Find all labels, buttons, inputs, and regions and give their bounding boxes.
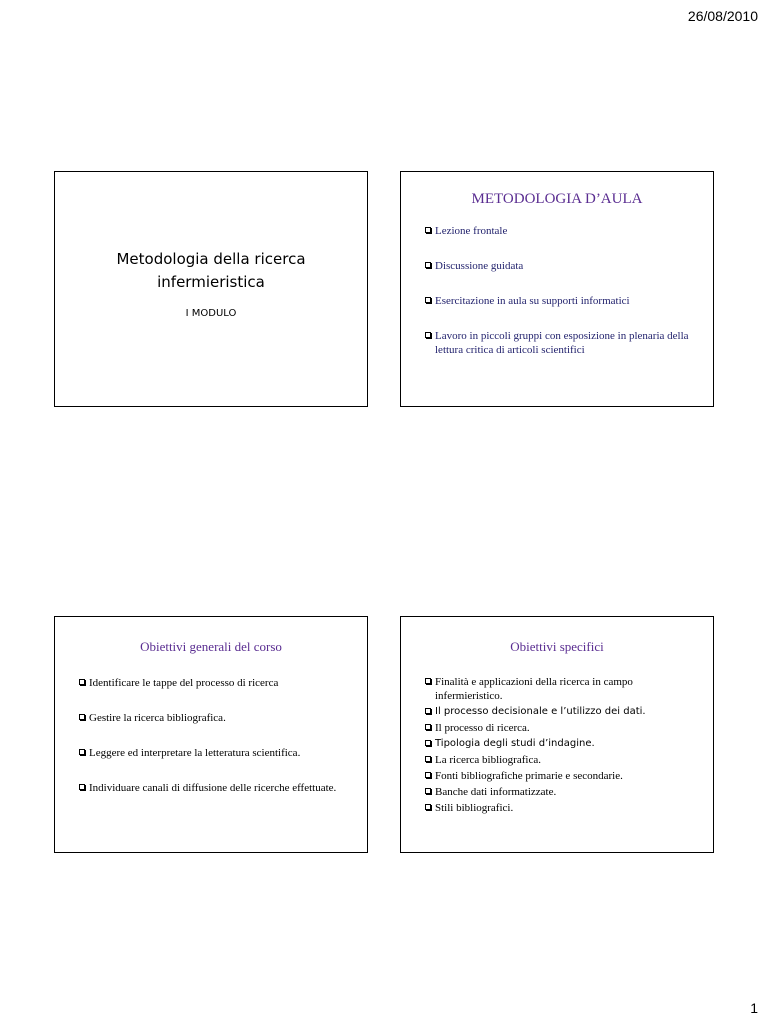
bullet-list: [401, 224, 713, 357]
slide-obiettivi-generali: [54, 616, 368, 853]
checkbox-bullet-icon: [425, 227, 431, 233]
slide-metodologia-aula: [400, 171, 714, 407]
list-item: [425, 675, 695, 703]
slide-heading: Obiettivi specifici: [510, 639, 604, 654]
list-item: [79, 746, 349, 760]
slide-obiettivi-specifici: [400, 616, 714, 853]
checkbox-bullet-icon: [425, 788, 431, 794]
list-item-text: Discussione guidata: [435, 260, 524, 272]
list-item: [79, 711, 349, 725]
list-item-text: Lavoro in piccoli gruppi con esposizione in plenaria della lettura critica di articoli scientifici: [435, 330, 689, 356]
list-item-text: Fonti bibliografiche primarie e secondarie.: [435, 770, 623, 782]
title-line-1: Metodologia della ricerca: [116, 250, 306, 268]
page-number: 1: [750, 1000, 758, 1016]
checkbox-bullet-icon: [425, 740, 431, 746]
list-item: [425, 224, 695, 238]
list-item-text: Lezione frontale: [435, 225, 508, 237]
bullet-list: [55, 676, 367, 795]
bullet-list: [401, 675, 713, 815]
list-item-text: Esercitazione in aula su supporti informatici: [435, 295, 630, 307]
list-item-text: La ricerca bibliografica.: [435, 754, 541, 766]
list-item-text: Identificare le tappe del processo di ricerca: [89, 677, 279, 689]
checkbox-bullet-icon: [425, 772, 431, 778]
slide-title: [54, 171, 368, 407]
list-item-text: Leggere ed interpretare la letteratura scientifica.: [89, 747, 301, 759]
checkbox-bullet-icon: [425, 756, 431, 762]
list-item: [425, 294, 695, 308]
list-item-text: Individuare canali di diffusione delle ricerche effettuate.: [89, 782, 337, 794]
list-item: [79, 781, 349, 795]
checkbox-bullet-icon: [425, 804, 431, 810]
list-item-text: Finalità e applicazioni della ricerca in campo infermieristico.: [435, 676, 633, 702]
checkbox-bullet-icon: [425, 724, 431, 730]
slide-heading: METODOLOGIA D’AULA: [471, 191, 643, 207]
checkbox-bullet-icon: [425, 678, 431, 684]
slide-subtitle: I MODULO: [185, 308, 237, 319]
list-item: [425, 785, 695, 799]
list-item: [425, 259, 695, 273]
checkbox-bullet-icon: [79, 714, 85, 720]
checkbox-bullet-icon: [425, 262, 431, 268]
checkbox-bullet-icon: [79, 679, 85, 685]
checkbox-bullet-icon: [425, 708, 431, 714]
header-date: 26/08/2010: [687, 8, 758, 24]
list-item-text: Il processo decisionale e l’utilizzo dei dati.: [435, 706, 646, 717]
slide-heading: Obiettivi generali del corso: [140, 639, 282, 654]
checkbox-bullet-icon: [79, 749, 85, 755]
list-item: [425, 329, 695, 357]
checkbox-bullet-icon: [79, 784, 85, 790]
list-item-text: Tipologia degli studi d’indagine.: [435, 738, 595, 749]
list-item: [425, 721, 695, 735]
checkbox-bullet-icon: [425, 332, 431, 338]
list-item: [425, 753, 695, 767]
checkbox-bullet-icon: [425, 297, 431, 303]
list-item-text: Gestire la ricerca bibliografica.: [89, 712, 226, 724]
list-item: [425, 769, 695, 783]
list-item-text: Banche dati informatizzate.: [435, 786, 557, 798]
list-item: [79, 676, 349, 690]
slide-title-heading: [55, 248, 367, 294]
list-item: [425, 737, 695, 751]
list-item: [425, 801, 695, 815]
title-line-2: infermieristica: [157, 273, 265, 291]
list-item-text: Stili bibliografici.: [435, 802, 514, 814]
list-item: [425, 705, 695, 719]
list-item-text: Il processo di ricerca.: [435, 722, 530, 734]
